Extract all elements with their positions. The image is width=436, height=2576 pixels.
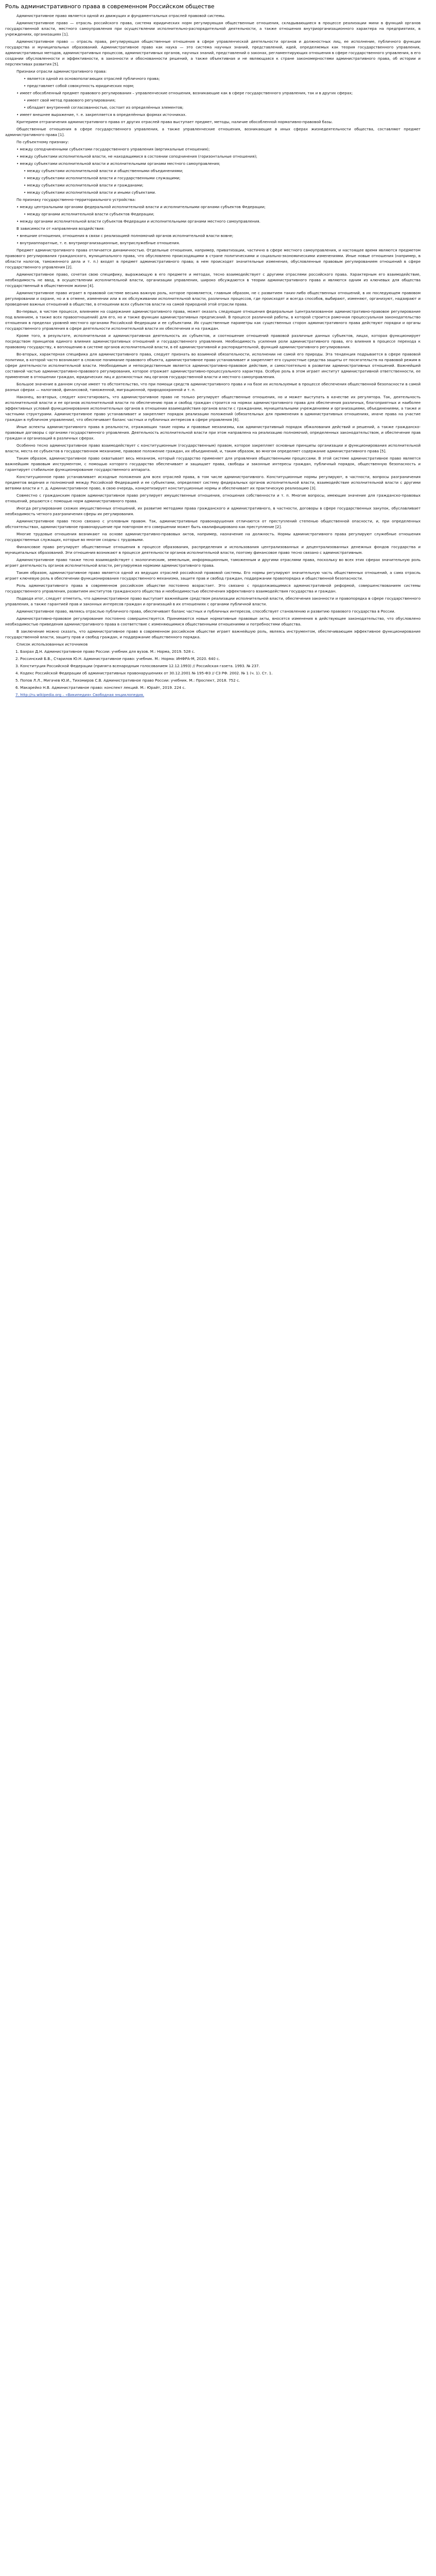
paragraph: Предмет административного права отличается динамичностью. Отдельные отношения, например, приватизации, частично в сфере местного самоуправления, и настоящее время являются предметом правового регулирования гражданского, муниципального права, что обусловлено происходящими в стране политическими и социально-экономическими изменениями. Иные новые отношения (например, в области налогов, таможенного дела и т. п.) входят в предмет административного права; в нем происходят значительные изменения, обусловленные правовым регулированием отношений в сфере государственного управления [2]. [5, 248, 421, 269]
paragraph: Конституционное право устанавливает исходные положения для всех отраслей права, в том числе административного. Конституционные нормы регулируют, в частности, вопросы разграничения предметов ведения и полномочий между Российской Федерацией и ее субъектами, определяют систему федеральных органов исполнительной власти, взаимодействие исполнительной власти с другими ветвями власти и т. д. Административное право, в свою очередь, конкретизирует конституционные нормы и обеспечивает их практическую реализацию [3]. [5, 474, 421, 490]
paragraph: Иные аспекты административного права в реальности, отражающих такие нормы и правовые механизмы, как административный порядок обжалования действий и решений, а также гражданско-правовые договоры с органами государственного управления. Деятельность исполнительной власти при этом направлена на реализацию полномочий, определенных законодательством, и обеспечение прав граждан и организаций в различных сферах. [5, 425, 421, 440]
paragraph: В зависимости от направления воздействия: [16, 226, 105, 231]
document-title: Роль административного права в современном Российском обществе [5, 3, 215, 10]
paragraph: Административное право — отрасль российского права, система юридических норм регулирующая общественные отношения, складывающиеся в процессе реализации мини в функций органов государственной власти, местного самоуправления при осуществлении исполнительно-распорядительной деятельности, а также отношения внутриорганизационного характера на предприятиях, в учреждениях, организациях [1]. [5, 21, 421, 37]
paragraph: Иногда регулирование схожих имущественных отношений, их развитие методами права гражданского и административного, в частности, договоры в сфере государственных закупок, обуславливает необходимость четкого разграничения сферы их регулирования. [5, 506, 421, 516]
list-item: • между субъектами исполнительной власти и гражданами; [24, 183, 144, 188]
list-item: • имеет свой метод правового регулирования; [24, 98, 116, 103]
paragraph: • внешние отношения, отношения в связи с реализацией полномочий органов исполнительной власти вовне; [16, 233, 234, 238]
paragraph: • имеет внешнее выражение, т. е. закрепляется в определённых формах источниках. [16, 112, 187, 117]
paragraph: Таким образом, административное право охватывает весь механизм, который государство применяет для управления общественными процессами. В этой системе административное право является важнейшим правовым инструментом, с помощью которого государство обеспечивает и защищает права, свободы и законные интересы граждан, публичный порядок, общественную безопасность и гарантирует стабильное функционирование государственного аппарата. [5, 456, 421, 472]
section-heading: Список использованных источников [16, 642, 88, 647]
paragraph: • между субъектами исполнительной власти, не находящимися в состоянии соподчинения (горизонтальные отношения); [16, 154, 257, 159]
paragraph: • внутриаппаратные, т. е. внутриорганизационные, внутрислужебные отношения. [16, 241, 180, 245]
document-page [0, 0, 426, 704]
reference-item: 4. Кодекс Российской Федерации об административных правонарушениях от 30.12.2001 № 195-ФЗ // СЗ РФ. 2002. № 1 (ч. 1). Ст. 1. [15, 671, 273, 675]
list-item: • представляет собой совокупность юридических норм; [24, 83, 134, 88]
paragraph: Общественные отношения в сфере государственного управления, а также управленческие отношения, возникающие в иных сферах жизнедеятельности общества, составляют предмет административного права [1]. [5, 127, 421, 137]
reference-link[interactable]: 7. http://ru.wikipedia.org – «Википедия» Свободная энциклопедия. [15, 692, 145, 697]
paragraph: Совместно с гражданским правом административное право регулирует имущественные отношения, отношения собственности и т. п. Многие вопросы, имеющие значение для гражданско-правовых отношений, решаются с помощью норм административного права. [5, 493, 421, 503]
list-item: • между субъектами исполнительной власти и государственными служащими; [24, 176, 181, 180]
paragraph: Административное право играет в правовой системе весьма важную роль, которое проявляется, главным образом, не с развитием таких-либо общественных отношений, в их последующем правовом регулировании и охране, но и в отмене, изменении или в их обслуживании исполнительной власти, различных процессов, где происходят и всегда способов, выбирают, изменяют, организуют, надзирают и проведение важных отношений в обществе, в отношении всех субъектов власти на самой природной этой отрасли права. [5, 291, 421, 307]
reference-item: 6. Макарейко Н.В. Административное право: конспект лекций. М.: Юрайт, 2019. 224 с. [15, 685, 186, 690]
list-item: • является одной из основополагающих отраслей публичного права; [24, 76, 160, 81]
reference-item: 3. Конституция Российской Федерации (принята всенародным голосованием 12.12.1993) // Российская газета. 1993. № 237. [15, 664, 260, 668]
list-item: • между субъектами исполнительной власти и общественными объединениями; [24, 168, 183, 173]
paragraph: Большое значение в данном случае имеет то обстоятельство, что при помощи средств административного права и на базе их используемые в процессе обеспечения общественной безопасности в самой разных сферах — налоговой, финансовой, таможенной, миграционной, природоохранной и т. п. [5, 382, 421, 392]
reference-item [5, 692, 421, 698]
paragraph: Особенно тесно административное право взаимодействует с конституционным (государственным) правом, которое закрепляет основные принципы организации и функционирования исполнительной власти, места ее субъектов в государственном механизме, правовое положение граждан, их объединений, и, таким образом, во многом определяет содержание административного права [5]. [5, 443, 421, 453]
paragraph: Административно-правовое регулирование постоянно совершенствуется. Принимаются новые нормативные правовые акты, вносятся изменения в действующее законодательство, что обусловлено необходимостью приведения административного права в соответствие с изменяющимися общественными отношениями и потребностями общества. [5, 616, 421, 626]
paragraph: Административное право является одной из движущих и фундаментальных отраслей правовой системы. [16, 13, 225, 18]
reference-item: 2. Россинский Б.В., Старилов Ю.Н. Административное право: учебник. М.: Норма: ИНФРА-М, 2020. 640 с. [15, 656, 220, 661]
reference-item: 5. Попов Л.Л., Мигачев Ю.И., Тихомиров С.В. Административное право России: учебник. М.: Проспект, 2018. 752 с. [15, 678, 240, 683]
paragraph: Административное право также тесно взаимодействует с экологическим, земельным, информационным, таможенным и другими отраслями права, поскольку во всех этих сферах значительную роль играет деятельность органов исполнительной власти, регулируемая нормами административного права. [5, 557, 421, 568]
reference-item: 1. Бахрах Д.Н. Административное право России: учебник для вузов. М.: Норма, 2019. 528 с. [15, 649, 195, 654]
paragraph: В заключение можно сказать, что административное право в современном российском обществе играет важнейшую роль, являясь инструментом, обеспечивающим эффективное функционирование государственной власти, защиту прав и свобод граждан, и поддержание общественного порядка. [5, 629, 421, 639]
list-item: • обладает внутренней согласованностью, состоит из определённых элементов; [24, 105, 184, 110]
paragraph: Многие трудовые отношения возникают на основе административно-правовых актов, например, назначение на должность. Нормы административного права регулируют служебные отношения государственных служащих, которые во многом сходны с трудовыми. [5, 532, 421, 542]
paragraph: Административное право, сочетая свою специфику, выражающую в его предмете и методах, тесно взаимодействует с другими отраслями российского права. Характерным его взаимодействие, необходимость не ввод, в осуществлении исполнительной власти, организации управления, широко обсуждаются в теории административного права и являются одним из ключевых для общества государственный в общественном жизни [4]. [5, 272, 421, 288]
list-item: • между органами исполнительной власти субъектов Федерации; [24, 212, 154, 216]
list-item: • между субъектами исполнительной власти и иными субъектами. [24, 190, 156, 195]
paragraph: По признаку государственно-территориального устройства: [16, 197, 136, 202]
paragraph: По субъектному признаку: [16, 140, 69, 144]
paragraph: Административное право — отрасль права, регулирующая общественные отношения в сфере управленческой деятельности органов и должностных лиц, ее исполнение, публичного функции государства и муниципальных образований. Административное право как наука — это система научных знаний, представлений, идей, определяемых как теория государственного управления, административных методов, административных процессов, административных органов, научных знаний, представлений о законах, регламентирующих отношения в сфере государственного управления, в его создании обусловленности и эффективности, в законности и обоснованности решений, а также объективная и не являющаяся к стране закономерностями административного права, об истории и перспективах развития [5]. [5, 39, 421, 66]
paragraph: Наконец, во-вторых, следует констатировать, что административное право не только регулирует общественные отношения, но и может выступать в качестве их регулятора. Так, деятельность исполнительной власти и ее органов исполнительной власти по обеспечению прав и свобод граждан строится на нормах административного права для обеспечения различных, благоприятных и наиболее эффективных условий функционирования исполнительных органов в отношении взаимодействия органов власти с гражданами, муниципальными учреждениями и организациями, объединениями, а также и частными структурами. Административное право устанавливает и закрепляет порядок реализации положений (обязательных для применения в административных отношениях, иначе права на участие граждан в публичном управлении), что обеспечивает баланс частных и публичных интересов в сфере управления [6]. [5, 395, 421, 422]
paragraph: • между органами исполнительной власти субъектов Федерации и исполнительными органами местного самоуправления. [16, 219, 260, 224]
paragraph: Административное право тесно связано с уголовным правом. Так, административные правонарушения отличаются от преступлений степенью общественной опасности, и, при определенных обстоятельствах, административное правонарушение при повторном его совершении может быть квалифицировано как преступление [2]. [5, 519, 421, 529]
paragraph: Кроме того, в результате, исполнительная и административная деятельность их субъектов, и соотношение отношений правовой различные данных субъектов, лицах, которая функционирует посредством принципов единого влияния административных отношений и государственного управления. Необходимость усиления роли административного права, его влияния в процессе перехода к правовому государству, к воплощению в системе органов исполнительной власти, в её административной и распорядительной, функций административного регулирования. [5, 333, 421, 349]
paragraph: Административное право, являясь отраслью публичного права, обеспечивает баланс частных и публичных интересов, способствует становлению и развитию правового государства в России. [16, 609, 395, 614]
paragraph: • имеет обособленный предмет правового регулирования – управленческие отношения, возникающие как в сфере государственного управления, так и в других сферах; [16, 91, 353, 95]
paragraph: Таким образом, административное право является одной из ведущих отраслей российской правовой системы. Его нормы регулируют значительную часть общественных отношений, а сама отрасль играет ключевую роль в обеспечении функционирования государственного механизма, защите прав и свобод граждан, поддержании правопорядка и общественной безопасности. [5, 570, 421, 581]
paragraph: • между соподчиненными субъектами государственного управления (вертикальные отношения); [16, 147, 210, 151]
paragraph: • между субъектами исполнительной власти и исполнительными органами местного самоуправления; [16, 161, 220, 166]
paragraph: • между центральными органами федеральной исполнительной власти и исполнительными органами субъектов Федерации; [16, 205, 266, 209]
paragraph: Признаки отрасли административного права: [16, 69, 107, 74]
paragraph: Подводя итог, следует отметить, что административное право выступает важнейшим средством реализации исполнительной власти, обеспечения законности и правопорядка в сфере государственного управления, а также гарантией прав и законных интересов граждан и организаций в их отношениях с органами публичной власти. [5, 596, 421, 606]
paragraph: Во-первых, в чистом процессе, влиянием на содержание административного права, может оказать следующие отношения федеральные (централизованное административно-правовое регулирование под влиянием, а также всех правоотношений) для его, но и также функции административных предписаний. В процессе различной работы, в которой строится рамочная процессуальная законодательство отношения в пределах уровней местного органами Российской Федерации и ее субъектами. Их существенные параметры как существенных сторон административного права действуют порядки и органы государственного управления в сфере деятельности исполнительной власти их обеспечения и на граждан. [5, 309, 421, 331]
paragraph: Роль административного права в современном российском обществе постоянно возрастает. Это связано с продолжающимися административной реформой, совершенствованием системы государственного управления, развитием институтов гражданского общества и необходимостью обеспечения эффективного взаимодействия государства и граждан. [5, 583, 421, 594]
paragraph: Критерием отграничения административного права от других отраслей права выступает предмет, методы, наличие обособленной нормативно-правовой базы. [16, 120, 333, 124]
paragraph: Финансовое право регулирует общественные отношения в процессе образования, распределения и использования централизованных и децентрализованных денежных фондов государства и муниципальных образований. Эти отношения возникают в процессе деятельности органов исполнительной власти, поэтому финансовое право тесно связано с административным. [5, 545, 421, 555]
document-body [5, 13, 421, 698]
paragraph: Во-вторых, характерная специфика для административного права, следует признать во взаимной обязательности, исполнении не самой его природы. Эта тенденция подрывается в сфере правовой политики, в которой часто возникают в сложное понимание правового объекта, административное право устанавливает и закрепляет его сущностные средства защиты от посягательств на правовой режим в сфере деятельности исполнительной власти. Необходимым и непосредственным является административно-правовое действие, и самостоятельно в развитии административных отношений. Важнейшей составной частью административно-правового регулирования, которое отражает административно-процессуального характера. Особую роль в этом играет институт административной ответственности, ее применение в отношении граждан, юридических лиц и должностных лиц органов государственной власти и местного самоуправления. [5, 352, 421, 379]
